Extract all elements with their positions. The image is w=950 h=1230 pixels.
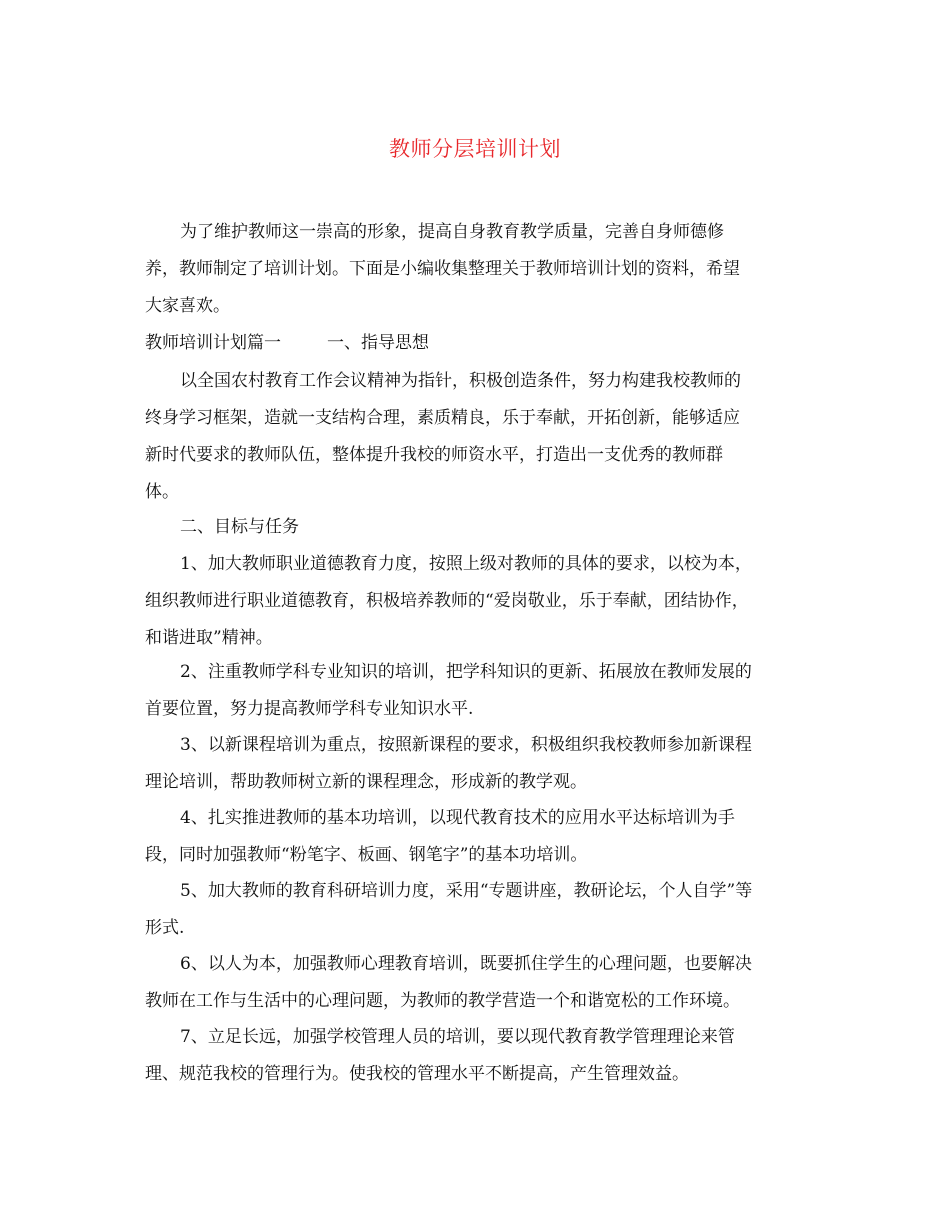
item-1-line-1: 1、加大教师职业道德教育力度，按照上级对教师的具体的要求，以校为本， <box>180 554 752 574</box>
section-header <box>145 331 429 355</box>
item-5-line-2: 形式. <box>145 918 185 938</box>
intro-line-2: 养，教师制定了培训计划。下面是小编收集整理关于教师培训计划的资料，希望 <box>145 259 740 279</box>
guiding-line-2: 终身学习框架，造就一支结构合理，素质精良，乐于奉献，开拓创新，能够适应 <box>145 408 740 428</box>
heading-goals-tasks: 二、目标与任务 <box>180 517 299 537</box>
intro-line-1: 为了维护教师这一崇高的形象，提高自身教育教学质量，完善自身师德修 <box>180 222 724 242</box>
guiding-line-3: 新时代要求的教师队伍，整体提升我校的师资水平，打造出一支优秀的教师群 <box>145 445 723 465</box>
section-label: 教师培训计划篇一 <box>145 333 281 353</box>
guiding-line-1: 以全国农村教育工作会议精神为指针，积极创造条件，努力构建我校教师的 <box>180 371 741 391</box>
item-4-line-1: 4、扎实推进教师的基本功培训，以现代教育技术的应用水平达标培训为手 <box>180 808 735 828</box>
item-1-line-2: 组织教师进行职业道德教育，积极培养教师的“爱岗敬业，乐于奉献，团结协作， <box>145 591 749 611</box>
item-7-line-1: 7、立足长远，加强学校管理人员的培训，要以现代教育教学管理理论来管 <box>180 1027 735 1047</box>
item-5-line-1: 5、加大教师的教育科研培训力度，采用“专题讲座，教研论坛，个人自学”等 <box>180 881 753 901</box>
item-4-line-2: 段，同时加强教师“粉笔字、板画、钢笔字”的基本功培训。 <box>145 845 588 865</box>
item-2-line-1: 2、注重教师学科专业知识的培训，把学科知识的更新、拓展放在教师发展的 <box>180 662 752 682</box>
guiding-line-4: 体。 <box>145 482 179 502</box>
document-title: 教师分层培训计划 <box>389 137 561 161</box>
heading-guiding-ideology: 一、指导思想 <box>327 333 429 353</box>
item-7-line-2: 理、规范我校的管理行为。使我校的管理水平不断提高，产生管理效益。 <box>145 1064 689 1084</box>
item-3-line-2: 理论培训，帮助教师树立新的课程理念，形成新的教学观。 <box>145 772 587 792</box>
item-6-line-2: 教师在工作与生活中的心理问题，为教师的教学营造一个和谐宽松的工作环境。 <box>145 991 740 1011</box>
intro-line-3: 大家喜欢。 <box>145 296 230 316</box>
item-6-line-1: 6、以人为本，加强教师心理教育培训，既要抓住学生的心理问题，也要解决 <box>180 954 752 974</box>
item-2-line-2: 首要位置，努力提高教师学科专业知识水平. <box>145 699 474 719</box>
item-1-line-3: 和谐进取”精神。 <box>145 628 273 648</box>
item-3-line-1: 3、以新课程培训为重点，按照新课程的要求，积极组织我校教师参加新课程 <box>180 735 752 755</box>
